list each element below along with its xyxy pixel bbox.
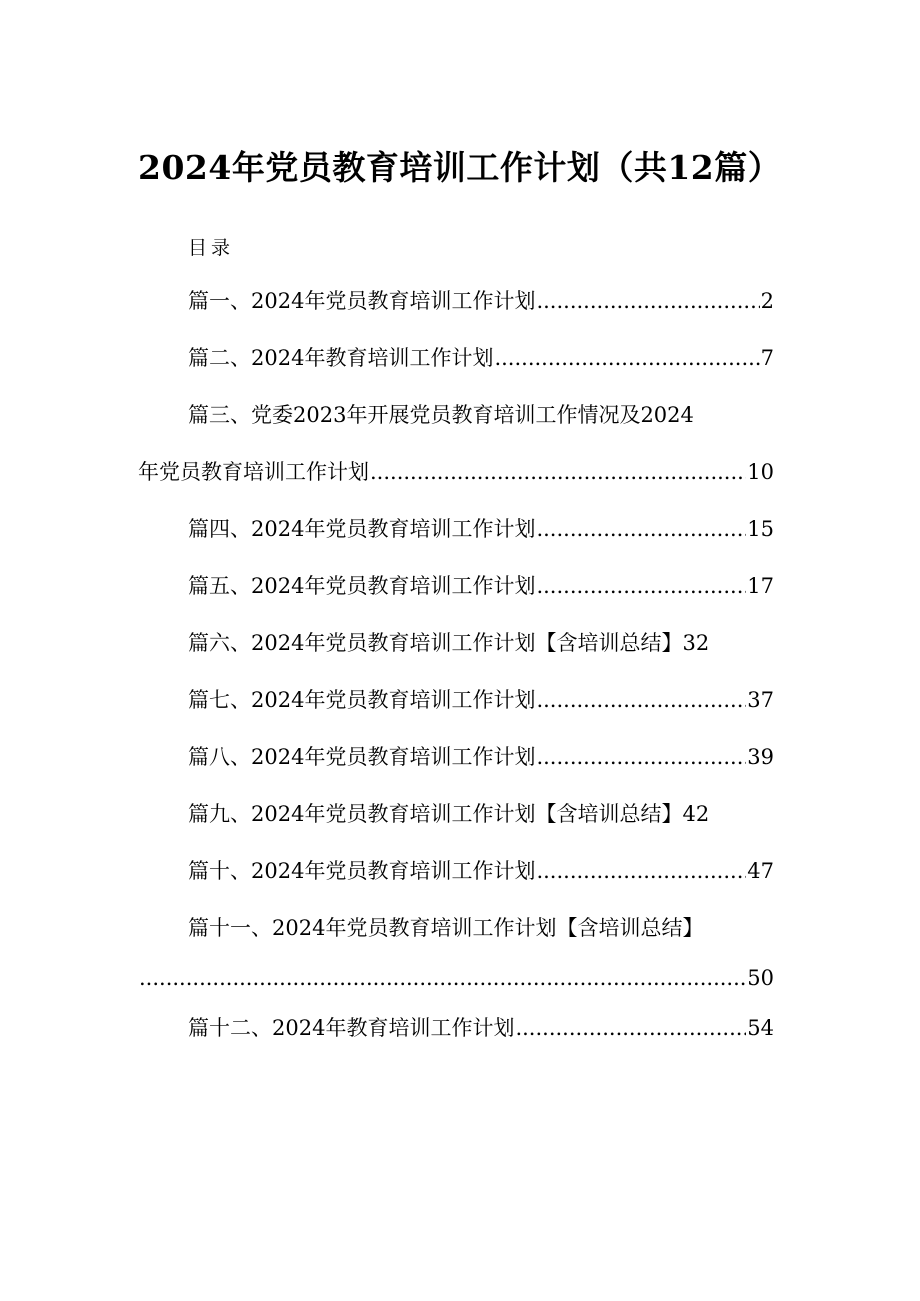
toc-leader-dots [536, 684, 746, 716]
toc-leader-dots [494, 342, 759, 374]
toc-leader-dots [536, 285, 759, 317]
toc-entry-5[interactable] [188, 570, 774, 602]
toc-page-number: 2 [760, 289, 774, 313]
toc-entry-2[interactable] [188, 342, 774, 374]
toc-entry-title: 篇七、2024年党员教育培训工作计划 [188, 688, 536, 712]
toc-page-number: 39 [747, 745, 774, 769]
toc-entry-3-continuation[interactable] [138, 456, 774, 488]
toc-leader-dots [536, 741, 746, 773]
toc-entry-title: 篇十二、2024年教育培训工作计划 [188, 1016, 515, 1040]
toc-entry-3[interactable] [188, 399, 774, 431]
document-title: 2024年党员教育培训工作计划（共12篇） [138, 148, 782, 187]
toc-entry-7[interactable] [188, 684, 774, 716]
toc-page-number: 10 [747, 460, 774, 484]
toc-leader-dots [370, 456, 746, 488]
toc-entry-8[interactable] [188, 741, 774, 773]
toc-entry-title: 篇八、2024年党员教育培训工作计划 [188, 745, 536, 769]
toc-leader-dots [536, 570, 746, 602]
toc-entry-9[interactable] [188, 798, 774, 830]
toc-entry-title: 篇四、2024年党员教育培训工作计划 [188, 517, 536, 541]
toc-page-number: 7 [760, 346, 774, 370]
toc-page-number: 17 [747, 574, 774, 598]
toc-entry-title-continuation: 年党员教育培训工作计划 [138, 460, 369, 484]
toc-entry-title: 篇十、2024年党员教育培训工作计划 [188, 859, 536, 883]
toc-page-number: 50 [747, 966, 774, 990]
toc-entry-11[interactable] [188, 912, 774, 944]
toc-leader-dots [536, 513, 746, 545]
toc-entry-1[interactable] [188, 285, 774, 317]
toc-entry-title: 篇九、2024年党员教育培训工作计划【含培训总结】 [188, 802, 683, 826]
toc-entry-12[interactable] [188, 1012, 774, 1044]
toc-entry-title: 篇五、2024年党员教育培训工作计划 [188, 574, 536, 598]
toc-page-number: 54 [747, 1016, 774, 1040]
toc-entry-title: 篇六、2024年党员教育培训工作计划【含培训总结】 [188, 631, 683, 655]
toc-entry-title: 篇一、2024年党员教育培训工作计划 [188, 289, 536, 313]
toc-entry-11-continuation[interactable] [138, 962, 774, 994]
toc-heading: 目录 [188, 237, 235, 259]
toc-leader-dots [139, 962, 746, 994]
toc-page-number: 37 [747, 688, 774, 712]
toc-leader-dots [536, 855, 746, 887]
toc-page-number: 42 [682, 802, 710, 826]
toc-page-number: 32 [682, 631, 710, 655]
toc-page-number: 15 [747, 517, 774, 541]
toc-entry-title: 篇十一、2024年党员教育培训工作计划【含培训总结】 [188, 916, 704, 940]
toc-leader-dots [515, 1012, 746, 1044]
toc-entry-4[interactable] [188, 513, 774, 545]
toc-entry-6[interactable] [188, 627, 774, 659]
toc-page-number: 47 [747, 859, 774, 883]
toc-entry-title: 篇三、党委2023年开展党员教育培训工作情况及2024 [188, 403, 694, 427]
toc-entry-title: 篇二、2024年教育培训工作计划 [188, 346, 494, 370]
toc-entry-10[interactable] [188, 855, 774, 887]
